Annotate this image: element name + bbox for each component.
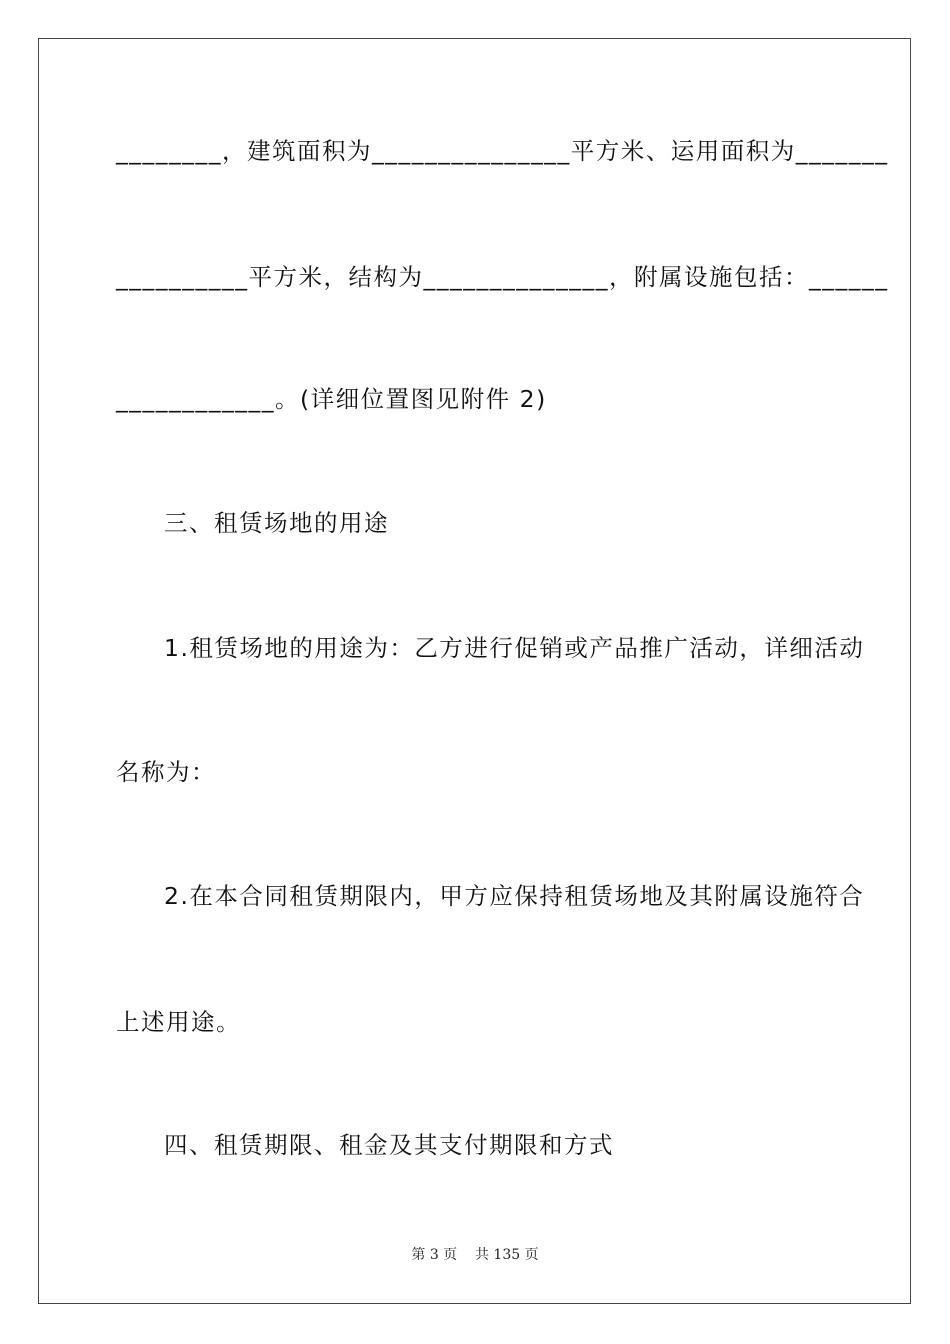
section-heading-term-rent: 四、租赁期限、租金及其支付期限和方式 (164, 1131, 614, 1159)
section-heading-usage: 三、租赁场地的用途 (164, 509, 389, 537)
clause-1-usage: 1.租赁场地的用途为：乙方进行促销或产品推广活动，详细活动 (164, 634, 865, 662)
text-line-area-details: ________，建筑面积为_______________平方米、运用面积为_______ (116, 137, 889, 165)
clause-2-maintenance: 2.在本合同租赁期限内，甲方应保持租赁场地及其附属设施符合 (164, 882, 865, 910)
clause-1-continuation: 名称为： (116, 758, 216, 786)
page-border (38, 38, 911, 1304)
page-number-footer: 第 3 页 共 135 页 (411, 1247, 539, 1263)
clause-2-continuation: 上述用途。 (116, 1008, 241, 1036)
text-line-location-annex: ____________。(详细位置图见附件 2) (116, 385, 547, 413)
text-line-structure-facilities: __________平方米，结构为______________，附属设施包括：______ (116, 263, 889, 291)
